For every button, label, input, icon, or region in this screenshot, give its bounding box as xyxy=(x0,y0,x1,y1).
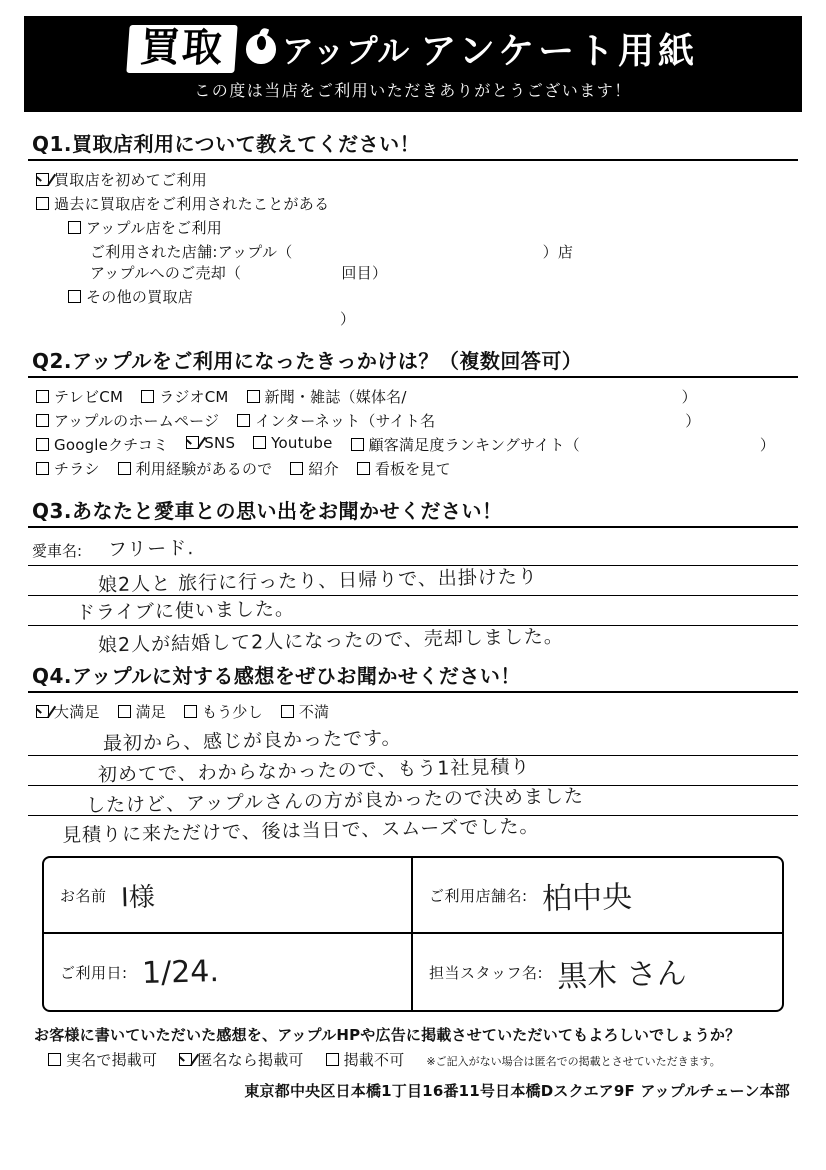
checkbox-icon[interactable] xyxy=(36,390,49,403)
q3-line-2[interactable] xyxy=(28,566,798,596)
q2-title: Q2.アップルをご利用になったきっかけは？（複数回答可） xyxy=(32,349,583,373)
q2-option-label: 紹介 xyxy=(308,460,339,478)
q3-line-3[interactable] xyxy=(28,596,798,626)
checkbox-icon[interactable] xyxy=(247,390,260,403)
name-value: I様 xyxy=(120,882,155,913)
q4-answer-area[interactable] xyxy=(28,726,798,846)
q2-option-label: チラシ xyxy=(54,460,100,478)
q1-option-past-use[interactable] xyxy=(36,193,808,214)
q2-option-label: SNS xyxy=(204,434,236,452)
q2-rule xyxy=(28,376,798,378)
consent-option-real-name[interactable] xyxy=(48,1049,157,1070)
q2-option-label: ラジオCM xyxy=(159,388,229,406)
brand-label: アップル xyxy=(281,31,411,70)
consent-option-label: 実名で掲載可 xyxy=(66,1051,158,1069)
header-row xyxy=(128,23,698,74)
q2-option-label: テレビCM xyxy=(54,388,124,406)
q1-store-detail[interactable] xyxy=(90,241,808,283)
q2-option-label: 看板を見て xyxy=(374,460,451,478)
checkbox-icon[interactable] xyxy=(36,173,49,186)
q4-line-1[interactable] xyxy=(28,726,798,756)
q2-option-label: アップルのホームページ xyxy=(54,412,220,430)
q1-store-detail-label: ご利用された店舗:アップル（ xyxy=(90,243,293,261)
q1-option-other-store[interactable] xyxy=(68,286,808,307)
customer-info-table xyxy=(42,856,784,1012)
q2-option-trail: ） xyxy=(759,436,776,454)
q3-answer-area[interactable] xyxy=(28,536,798,656)
checkbox-icon[interactable] xyxy=(36,705,49,718)
q2-option-label: Youtube xyxy=(271,434,333,452)
q2-option-label: インターネット（サイト名 xyxy=(255,412,436,430)
q2-option-radiocm[interactable] xyxy=(141,386,228,407)
q4-option-satisfied[interactable] xyxy=(118,701,166,722)
consent-option-no-publish[interactable] xyxy=(326,1049,405,1070)
checkbox-icon[interactable] xyxy=(326,1053,339,1066)
q2-option-label: 利用経験があるので xyxy=(135,460,273,478)
checkbox-icon[interactable] xyxy=(179,1053,192,1066)
q2-option-label: 顧客満足度ランキングサイト（ xyxy=(368,436,580,454)
consent-note: ※ご記入がない場合は匿名での掲載とさせていただきます。 xyxy=(426,1055,721,1068)
q2-option-ranking[interactable] xyxy=(351,434,776,455)
checkbox-icon[interactable] xyxy=(36,438,49,451)
q2-row-2 xyxy=(36,410,808,431)
staff-value: 黒木 さん xyxy=(556,956,688,995)
q3-line-4[interactable] xyxy=(28,626,798,656)
store-cell[interactable] xyxy=(413,858,782,934)
q3-answer-line: ドライブに使いました。 xyxy=(75,597,296,625)
consent-option-label: 掲載不可 xyxy=(343,1051,405,1069)
checkbox-icon[interactable] xyxy=(118,705,131,718)
q2-option-experience[interactable] xyxy=(118,458,273,479)
q1-store-detail-close: ）店 xyxy=(542,243,574,261)
q2-row-1 xyxy=(36,386,808,407)
checkbox-icon[interactable] xyxy=(48,1053,61,1066)
q1-option-label: 買取店を初めてご利用 xyxy=(54,171,208,189)
q2-row-4 xyxy=(36,458,808,479)
q3-answer-line: 娘2人が結婚して2人になったので、売却しました。 xyxy=(97,625,565,657)
company-address: 東京都中央区日本橋1丁目16番11号日本橋Dスクエア9F アップルチェーン本部 xyxy=(244,1082,790,1100)
q4-rule xyxy=(28,691,798,693)
checkbox-icon[interactable] xyxy=(36,462,49,475)
q2-option-newspaper[interactable] xyxy=(247,386,697,407)
date-label: ご利用日: xyxy=(60,963,128,982)
staff-label: 担当スタッフ名: xyxy=(429,963,544,982)
q4-option-label: 不満 xyxy=(298,703,330,721)
q4-option-a-bit-more[interactable] xyxy=(184,701,263,722)
apple-icon xyxy=(246,34,276,64)
q4-option-label: もう少し xyxy=(202,703,263,721)
q1-sale-close: 回目） xyxy=(341,264,388,282)
date-cell[interactable] xyxy=(44,934,413,1010)
checkbox-icon[interactable] xyxy=(186,436,199,449)
checkbox-icon[interactable] xyxy=(237,414,250,427)
name-label: お名前 xyxy=(60,886,107,905)
q3-line-1[interactable] xyxy=(28,536,798,566)
q2-option-referral[interactable] xyxy=(290,458,338,479)
q1-option-label: アップル店をご利用 xyxy=(86,219,223,237)
consent-question: お客様に書いていただいた感想を、アップルHPや広告に掲載させていただいてもよろしいでしょうか？ xyxy=(34,1026,741,1044)
q4-option-dissatisfied[interactable] xyxy=(281,701,329,722)
q4-answer-line: したけど、アップルさんの方が良かったので決めました xyxy=(85,785,585,817)
q1-option-label: 過去に買取店をご利用されたことがある xyxy=(54,195,330,213)
apple-logo xyxy=(246,26,410,72)
date-value: 1/24. xyxy=(141,953,219,991)
q4-answer-line: 最初から、感じが良かったです。 xyxy=(102,727,402,755)
checkbox-icon[interactable] xyxy=(351,438,364,451)
q2-option-google[interactable] xyxy=(36,434,168,455)
q4-option-label: 大満足 xyxy=(54,703,100,721)
q4-answer-line: 初めてで、わからなかったので、もう1社見積り xyxy=(97,755,531,787)
checkbox-icon[interactable] xyxy=(118,462,131,475)
banner-subtitle: この度は当店をご利用いただきありがとうございます！ xyxy=(194,81,632,100)
q2-option-flyer[interactable] xyxy=(36,458,100,479)
q1-other-close: ） xyxy=(340,310,356,328)
q1-title: Q1.買取店利用について教えてください！ xyxy=(32,132,421,156)
q2-option-internet[interactable] xyxy=(237,410,700,431)
q4-answer-line: 見積りに来ただけで、後は当日で、スムーズでした。 xyxy=(61,815,540,847)
q4-line-4[interactable] xyxy=(28,816,798,846)
store-label: ご利用店舗名: xyxy=(429,886,528,905)
q2-row-3 xyxy=(36,434,808,455)
checkbox-icon[interactable] xyxy=(36,414,49,427)
q1-option-label: その他の買取店 xyxy=(86,288,194,306)
q2-option-youtube[interactable] xyxy=(253,434,332,455)
q2-option-label: Googleクチコミ xyxy=(54,436,169,454)
q3-answer-line: 娘2人と 旅行に行ったり、日帰りで、出掛けたり xyxy=(97,565,538,597)
checkbox-icon[interactable] xyxy=(68,221,81,234)
checkbox-icon[interactable] xyxy=(68,290,81,303)
q1-option-apple-store[interactable] xyxy=(68,217,808,238)
q4-line-2[interactable] xyxy=(28,756,798,786)
checkbox-icon[interactable] xyxy=(281,705,294,718)
q4-line-3[interactable] xyxy=(28,786,798,816)
checkbox-icon[interactable] xyxy=(36,197,49,210)
q1-option-first-use[interactable] xyxy=(36,169,808,190)
q4-title: Q4.アップルに対する感想をぜひお聞かせください！ xyxy=(32,664,521,688)
q3-answer-line: フリード. xyxy=(107,537,195,561)
staff-cell[interactable] xyxy=(413,934,782,1010)
q2-option-trail: ） xyxy=(685,412,701,430)
header-banner xyxy=(24,16,802,112)
q2-option-sns[interactable] xyxy=(186,434,235,455)
checkbox-icon[interactable] xyxy=(290,462,303,475)
consent-option-anonymous[interactable] xyxy=(179,1049,303,1070)
q4-options xyxy=(36,701,808,722)
name-cell[interactable] xyxy=(44,858,413,934)
q2-option-tvcm[interactable] xyxy=(36,386,123,407)
checkbox-icon[interactable] xyxy=(184,705,197,718)
q1-other-blank-row[interactable] xyxy=(90,308,808,329)
q3-rule xyxy=(28,526,798,528)
banner-title: アンケート用紙 xyxy=(420,31,699,72)
q1-sale-label: アップルへのご売却（ xyxy=(90,264,242,282)
q4-option-label: 満足 xyxy=(135,703,167,721)
checkbox-icon[interactable] xyxy=(253,436,266,449)
q3-car-label: 愛車名: xyxy=(32,542,83,560)
q2-option-trail: ） xyxy=(681,388,697,406)
q1-rule xyxy=(28,159,798,161)
q2-option-label: 新聞・雑誌（媒体名/ xyxy=(264,388,407,406)
consent-option-label: 匿名なら掲載可 xyxy=(197,1051,304,1069)
q2-option-signboard[interactable] xyxy=(357,458,451,479)
checkbox-icon[interactable] xyxy=(357,462,370,475)
store-value: 柏中央 xyxy=(541,879,633,918)
q3-title: Q3.あなたと愛車との思い出をお聞かせください！ xyxy=(32,499,503,523)
kaitori-badge: 買取 xyxy=(126,25,237,73)
consent-options xyxy=(48,1049,808,1070)
q4-option-very-satisfied[interactable] xyxy=(36,701,100,722)
checkbox-icon[interactable] xyxy=(141,390,154,403)
